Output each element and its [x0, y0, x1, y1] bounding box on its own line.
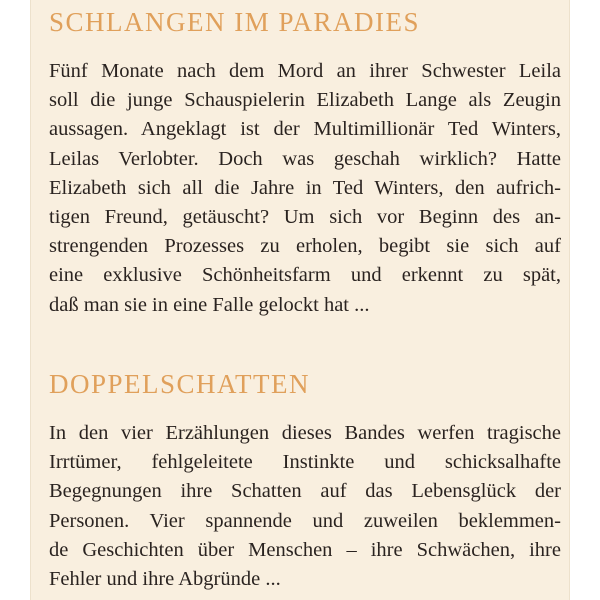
text-line: soll die junge Schauspielerin Elizabeth Lange als Zeugin — [49, 89, 561, 112]
text-line: de Geschichten über Menschen – ihre Schwächen, ihre — [49, 538, 561, 561]
text-line: aussagen. Angeklagt ist der Multimillionär Ted Winters, — [49, 118, 561, 141]
section-doppelschatten — [49, 366, 561, 594]
section-body — [49, 419, 561, 594]
text-line: Personen. Vier spannende und zuweilen beklemmen- — [49, 509, 561, 532]
text-line: eine exklusive Schönheitsfarm und erkennt zu spät, — [49, 264, 561, 287]
text-line: Irrtümer, fehlgeleitete Instinkte und schicksalhafte — [49, 451, 561, 474]
text-line: tigen Freund, getäuscht? Um sich vor Beginn des an- — [49, 206, 561, 229]
text-line: Fünf Monate nach dem Mord an ihrer Schwester Leila — [49, 60, 561, 82]
text-line: Fehler und ihre Abgründe ... — [49, 568, 281, 591]
section-heading: DOPPELSCHATTEN — [49, 369, 311, 399]
section-schlangen-im-paradies — [49, 4, 561, 320]
book-page — [30, 0, 570, 600]
text-line: Leilas Verlobter. Doch was geschah wirklich? Hatte — [49, 147, 561, 170]
text-line: daß man sie in eine Falle gelockt hat ... — [49, 293, 370, 316]
text-line: strengenden Prozesses zu erholen, begibt sie sich auf — [49, 235, 561, 258]
text-line: Elizabeth sich all die Jahre in Ted Winters, den aufrich- — [49, 176, 561, 199]
text-line: Begegnungen ihre Schatten auf das Lebensglück der — [49, 480, 561, 503]
section-body — [49, 57, 561, 320]
section-heading: SCHLANGEN IM PARADIES — [49, 7, 421, 37]
text-line: In den vier Erzählungen dieses Bandes werfen tragische — [49, 422, 561, 444]
